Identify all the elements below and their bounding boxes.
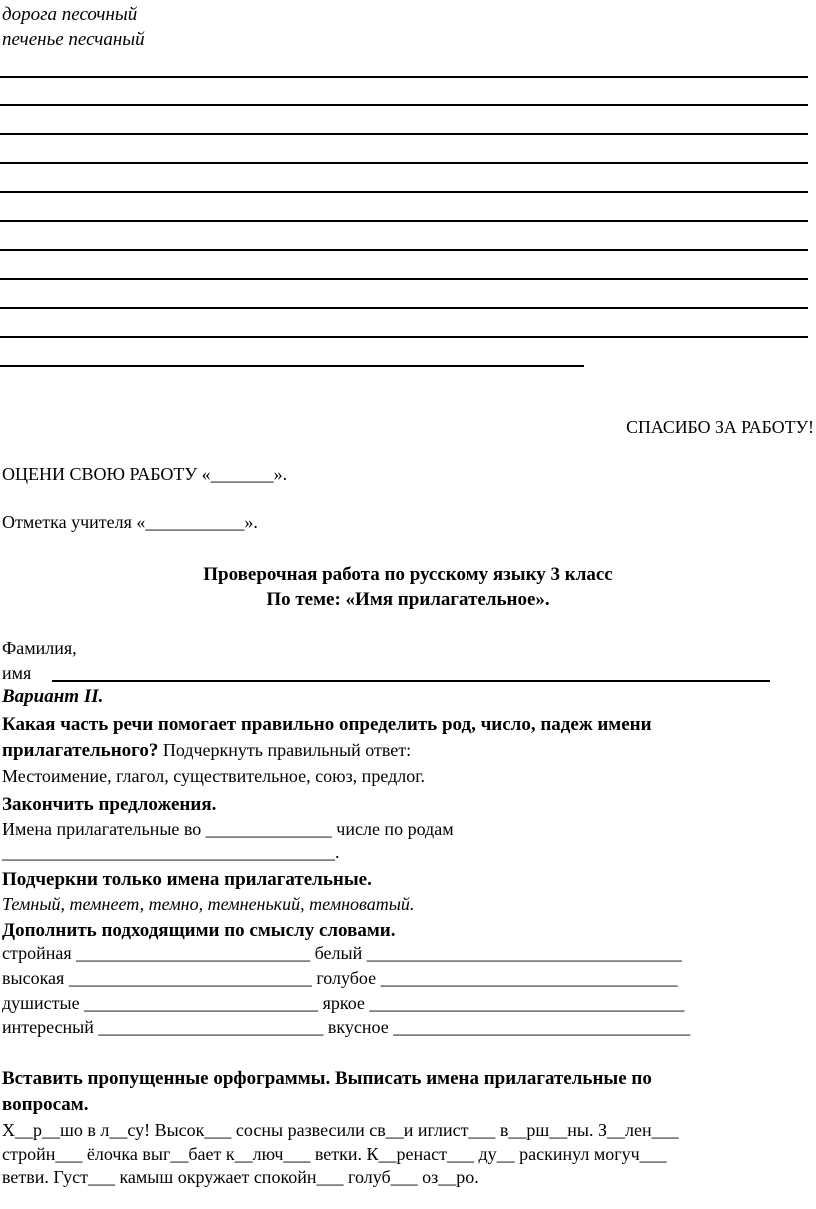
task3-heading: Подчеркни только имена прилагательные. bbox=[2, 869, 372, 890]
answer-line bbox=[0, 249, 808, 251]
answer-line bbox=[0, 220, 808, 222]
task1-question: Какая часть речи помогает правильно определить род, число, падеж имени bbox=[2, 714, 652, 735]
worksheet-topic: По теме: «Имя прилагательное». bbox=[266, 589, 550, 610]
task3-words: Темный, темнеет, темно, темненький, темноватый. bbox=[2, 894, 415, 914]
answer-line bbox=[0, 191, 808, 193]
task1-question-cont bbox=[2, 740, 411, 762]
task4-heading: Дополнить подходящими по смыслу словами. bbox=[2, 920, 396, 941]
task1-instruction: Подчеркнуть правильный ответ: bbox=[158, 740, 412, 760]
task2-sentence: Имена прилагательные во ______________ числе по родам bbox=[2, 819, 454, 839]
task4-row: интересный _________________________ вкусное _________________________________ bbox=[2, 1017, 691, 1037]
answer-line bbox=[0, 104, 808, 106]
variant-label: Вариант II. bbox=[2, 686, 104, 707]
teacher-grade-line: Отметка учителя «___________». bbox=[2, 512, 258, 532]
task2-heading: Закончить предложения. bbox=[2, 794, 217, 815]
name-label: имя bbox=[2, 663, 32, 683]
word-pair-2: печенье песчаный bbox=[2, 29, 145, 50]
task2-sentence-cont: _____________________________________. bbox=[2, 842, 340, 862]
task5-heading: Вставить пропущенные орфограммы. Выписать имена прилагательные по bbox=[2, 1068, 652, 1089]
self-grade-line: ОЦЕНИ СВОЮ РАБОТУ «_______». bbox=[2, 464, 288, 484]
name-field-line bbox=[52, 680, 770, 682]
task4-row: высокая ___________________________ голубое _________________________________ bbox=[2, 968, 678, 988]
answer-line bbox=[0, 336, 808, 338]
task1-question-end: прилагательного? bbox=[2, 740, 159, 761]
task5-text-line: Х__р__шо в л__су! Высок___ сосны развесили св__и иглист___ в__рш__ны. З__лен___ bbox=[2, 1120, 679, 1140]
answer-line bbox=[0, 278, 808, 280]
surname-label: Фамилия, bbox=[2, 638, 77, 658]
task5-text-line: ветви. Густ___ камыш окружает спокойн___ голуб___ оз__ро. bbox=[2, 1167, 479, 1187]
task5-heading-cont: вопросам. bbox=[2, 1094, 89, 1115]
answer-line bbox=[0, 162, 808, 164]
answer-line bbox=[0, 133, 808, 135]
task1-options: Местоимение, глагол, существительное, союз, предлог. bbox=[2, 766, 426, 786]
word-pair-1: дорога песочный bbox=[2, 4, 138, 25]
task4-row: душистые __________________________ яркое ___________________________________ bbox=[2, 993, 685, 1013]
thanks-text: СПАСИБО ЗА РАБОТУ! bbox=[626, 417, 814, 437]
task5-text-line: стройн___ ёлочка выг__бает к__люч___ ветки. К__ренаст___ ду__ раскинул могуч___ bbox=[2, 1144, 667, 1164]
worksheet-title: Проверочная работа по русскому языку 3 класс bbox=[203, 564, 613, 585]
answer-line-short bbox=[0, 365, 584, 367]
task4-row: стройная __________________________ белый ___________________________________ bbox=[2, 943, 682, 963]
answer-line bbox=[0, 307, 808, 309]
answer-line bbox=[0, 76, 808, 78]
